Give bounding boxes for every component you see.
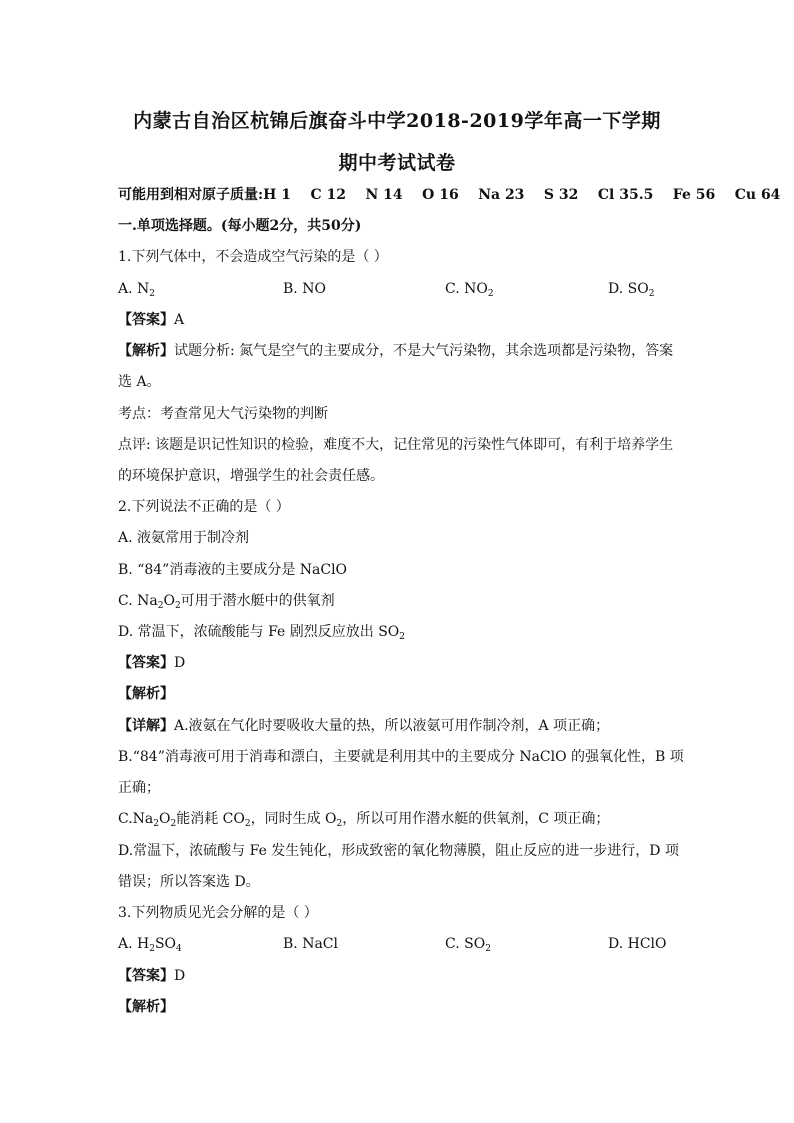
q1-dianping-cont: 的环境保护意识，增强学生的社会责任感。 — [118, 468, 384, 484]
q1-answer: 【答案】A — [118, 312, 185, 328]
q2-answer: 【答案】D — [118, 655, 186, 671]
q3-option-b: B. NaCl — [283, 936, 338, 952]
q2-option-d: D. 常温下，浓硫酸能与 Fe 剧烈反应放出 $SO_2$ — [118, 624, 406, 642]
q2-option-a: A. 液氨常用于制冷剂 — [118, 530, 250, 546]
q1-option-b: B. NO — [283, 281, 326, 297]
q1-stem: 1.下列气体中，不会造成空气污染的是（ ） — [118, 249, 388, 265]
exam-title: 内蒙古自治区杭锦后旗奋斗中学2018-2019学年高一下学期 — [133, 110, 661, 132]
q1-dianping: 点评: 该题是识记性知识的检验，难度不大，记住常见的污染性气体即可，有利于培养学生 — [118, 437, 674, 453]
q3-analysis-label: 【解析】 — [118, 999, 174, 1015]
section-heading: 一.单项选择题。(每小题2分，共50分) — [118, 218, 362, 234]
q1-option-d: D. $SO_2$ — [608, 281, 655, 299]
atomic-masses: 可能用到相对原子质量:H 1 C 12 N 14 O 16 Na 23 S 32 Cl 35.5 Fe 56 Cu 64 — [118, 187, 781, 203]
q2-detail-d-cont: 错误；所以答案选 D。 — [118, 874, 260, 890]
q2-detail-b: B.“84”消毒液可用于消毒和漂白，主要就是利用其中的主要成分 NaClO 的强氧化性，B 项 — [118, 749, 684, 765]
q2-option-c: C. $Na_2O_2$可用于潜水艇中的供氧剂 — [118, 593, 335, 611]
q3-option-a: A. $H_2SO_4$ — [118, 936, 182, 954]
q2-detail-a: 【详解】A.液氨在气化时要吸收大量的热，所以液氨可用作制冷剂，A 项正确； — [118, 718, 610, 734]
q3-answer: 【答案】D — [118, 968, 186, 984]
q3-option-c: C. $SO_2$ — [445, 936, 491, 954]
q1-analysis: 【解析】试题分析: 氮气是空气的主要成分，不是大气污染物，其余选项都是污染物，答案 — [118, 343, 674, 359]
q1-analysis-cont: 选 A。 — [118, 374, 161, 390]
q1-option-c: C. $NO_2$ — [445, 281, 494, 299]
q3-stem: 3.下列物质见光会分解的是（ ） — [118, 905, 318, 921]
q2-stem: 2.下列说法不正确的是（ ） — [118, 499, 290, 515]
q1-option-a: A. $N_2$ — [118, 281, 155, 299]
q2-detail-b-cont: 正确； — [118, 780, 160, 796]
q2-analysis-label: 【解析】 — [118, 686, 174, 702]
q2-detail-d: D.常温下，浓硫酸与 Fe 发生钝化，形成致密的氧化物薄膜，阻止反应的进一步进行，D 项 — [118, 843, 679, 859]
q1-kaodian: 考点：考查常见大气污染物的判断 — [118, 406, 328, 422]
q2-option-b: B. “84”消毒液的主要成分是 NaClO — [118, 562, 348, 578]
q2-detail-c: $C.Na_2O_2$能消耗 $CO_2$，同时生成 $O_2$，所以可用作潜水艇的供氧剂，C 项正确； — [118, 811, 610, 829]
exam-title-line2: 期中考试试卷 — [338, 152, 456, 174]
q3-option-d: D. HClO — [608, 936, 667, 952]
